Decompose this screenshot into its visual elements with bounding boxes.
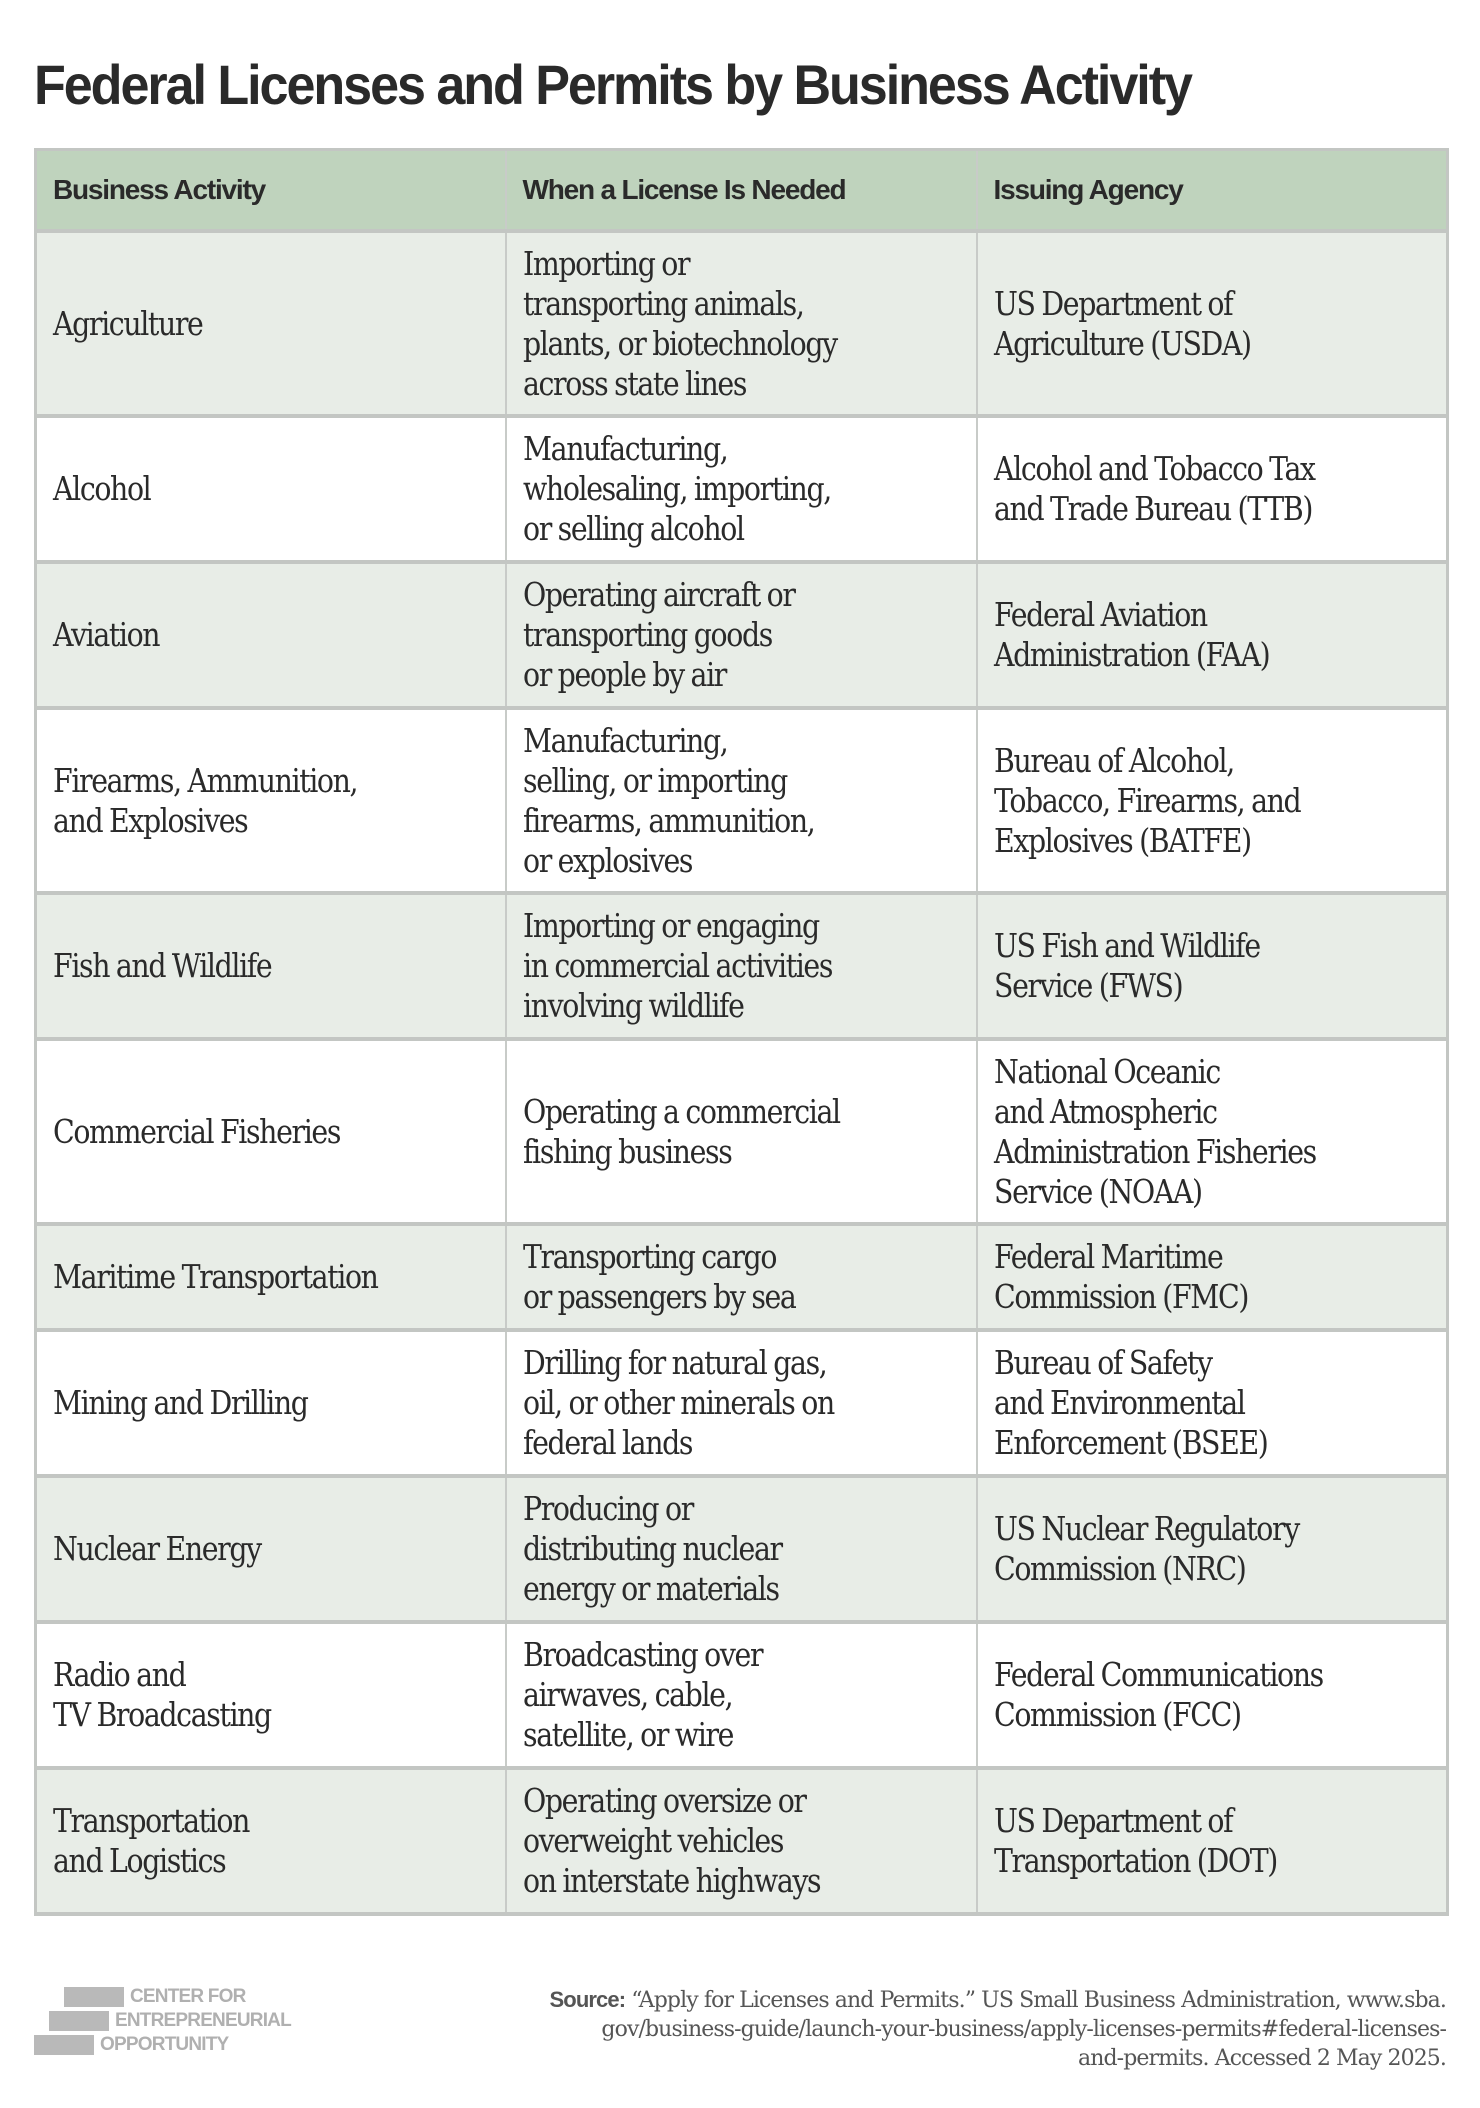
cell-when-needed (506, 1330, 977, 1476)
cell-issuing-agency (977, 1476, 1448, 1622)
cell-text-line: Federal Communications (993, 1655, 1323, 1694)
cell-text-line: Manufacturing, (522, 429, 727, 468)
cell-text-line: TV Broadcasting (53, 1695, 271, 1734)
cell-text-line: and Trade Bureau (TTB) (993, 489, 1312, 528)
header-business-activity: Business Activity (36, 150, 506, 232)
cell-text-line: Alcohol (53, 469, 151, 508)
table-body (36, 231, 1448, 1914)
cell-text-line: Commission (FMC) (993, 1277, 1248, 1316)
cell-text-line: or passengers by sea (522, 1277, 795, 1316)
cell-text-line: Transportation (DOT) (993, 1841, 1277, 1880)
cell-text-line: Bureau of Alcohol, (993, 740, 1234, 780)
cell-text-line: on interstate highways (522, 1861, 820, 1900)
cell-text-line: and Logistics (53, 1841, 226, 1880)
cell-text-line: Broadcasting over (522, 1635, 762, 1674)
cell-text-line: Operating aircraft or (522, 575, 795, 614)
cell-text-line: Maritime Transportation (53, 1257, 378, 1296)
cell-issuing-agency (977, 1768, 1448, 1914)
cell-text-line: distributing nuclear (522, 1529, 782, 1568)
cell-text-line: Federal Maritime (993, 1237, 1222, 1276)
cell-issuing-agency (977, 1622, 1448, 1768)
cell-text-line: transporting goods (522, 615, 772, 654)
cell-text-line: or people by air (522, 655, 726, 694)
cell-business-activity (36, 1768, 506, 1914)
cell-when-needed (506, 1039, 977, 1224)
cell-text-line: in commercial activities (522, 946, 832, 985)
table-row (36, 1039, 1448, 1224)
source-line-1: Source: “Apply for Licenses and Permits.” US Small Business Administration, www.sba. (549, 1987, 1446, 2013)
cell-text-line: oil, or other minerals on (522, 1383, 834, 1422)
cell-when-needed (506, 708, 977, 893)
cell-text-line: Service (FWS) (993, 966, 1182, 1005)
cell-business-activity (36, 1476, 506, 1622)
cell-text-line: and Explosives (53, 800, 248, 840)
cell-text-line: Transporting cargo (522, 1237, 776, 1276)
cell-text-line: US Fish and Wildlife (993, 926, 1260, 965)
cell-text-line: plants, or biotechnology (522, 323, 837, 363)
cell-text-line: or explosives (522, 840, 692, 880)
cell-business-activity (36, 708, 506, 893)
table-row (36, 1224, 1448, 1330)
cell-issuing-agency (977, 562, 1448, 708)
cell-text-line: Firearms, Ammunition, (53, 760, 358, 800)
cell-business-activity (36, 562, 506, 708)
cell-text-line: and Environmental (993, 1383, 1245, 1422)
table-row (36, 416, 1448, 562)
cell-text-line: and Atmospheric (993, 1091, 1217, 1131)
cell-business-activity (36, 893, 506, 1039)
cell-issuing-agency (977, 416, 1448, 562)
table-row (36, 708, 1448, 893)
cell-text-line: Importing or engaging (522, 906, 819, 945)
cell-text-line: Commercial Fisheries (53, 1111, 341, 1151)
cell-business-activity (36, 1622, 506, 1768)
licenses-table (34, 148, 1449, 1916)
cell-when-needed (506, 1768, 977, 1914)
source-label: Source: (549, 1987, 626, 2012)
cell-text-line: across state lines (522, 363, 746, 403)
cell-text-line: Tobacco, Firearms, and (993, 780, 1300, 820)
source-citation (396, 1985, 1446, 2073)
cell-issuing-agency (977, 1330, 1448, 1476)
cell-text-line: Alcohol and Tobacco Tax (993, 449, 1315, 488)
cell-text-line: Agriculture (53, 303, 203, 343)
table-row (36, 1476, 1448, 1622)
source-line-3: and-permits. Accessed 2 May 2025. (1078, 2046, 1446, 2071)
cell-text-line: Agriculture (USDA) (993, 323, 1251, 363)
logo-line-1: CENTER FOR (130, 1986, 246, 2007)
source-line-2: gov/business-guide/launch-your-business/apply-licenses-permits#federal-licenses- (601, 2017, 1446, 2042)
logo-line-3: OPPORTUNITY (100, 2034, 229, 2055)
cell-text-line: fishing business (522, 1131, 731, 1171)
cell-text-line: Transportation (53, 1801, 249, 1840)
cell-text-line: US Department of (993, 283, 1232, 323)
logo-block-top (64, 1987, 124, 2007)
cell-issuing-agency (977, 893, 1448, 1039)
cell-text-line: Aviation (53, 615, 160, 654)
cell-text-line: US Nuclear Regulatory (993, 1509, 1299, 1548)
cell-text-line: firearms, ammunition, (522, 800, 814, 840)
header-when-needed: When a License Is Needed (506, 150, 977, 232)
logo-block-bottom (34, 2035, 94, 2055)
center-for-entrepreneurial-opportunity-logo (34, 1987, 324, 2057)
cell-text-line: Operating oversize or (522, 1781, 806, 1820)
logo-line-2: ENTREPRENEURIAL (115, 2010, 291, 2031)
cell-text-line: Administration Fisheries (993, 1131, 1316, 1171)
cell-text-line: US Department of (993, 1801, 1232, 1840)
cell-text-line: National Oceanic (993, 1051, 1220, 1091)
table-row (36, 1330, 1448, 1476)
cell-text-line: or selling alcohol (522, 509, 744, 548)
cell-text-line: Nuclear Energy (53, 1529, 261, 1568)
cell-text-line: Operating a commercial (522, 1091, 840, 1131)
cell-text-line: Explosives (BATFE) (993, 820, 1251, 860)
cell-text-line: Importing or (522, 243, 689, 283)
table-row (36, 1768, 1448, 1914)
page-title: Federal Licenses and Permits by Business Activity (34, 53, 1191, 116)
cell-issuing-agency (977, 1039, 1448, 1224)
cell-when-needed (506, 1224, 977, 1330)
cell-text-line: Enforcement (BSEE) (993, 1423, 1268, 1462)
cell-text-line: federal lands (522, 1423, 692, 1462)
cell-business-activity (36, 231, 506, 416)
cell-issuing-agency (977, 231, 1448, 416)
cell-business-activity (36, 1330, 506, 1476)
cell-business-activity (36, 1224, 506, 1330)
cell-text-line: overweight vehicles (522, 1821, 783, 1860)
header-issuing-agency: Issuing Agency (977, 150, 1448, 232)
cell-when-needed (506, 1476, 977, 1622)
cell-text-line: Commission (FCC) (993, 1695, 1241, 1734)
cell-when-needed (506, 893, 977, 1039)
table-row (36, 231, 1448, 416)
cell-when-needed (506, 1622, 977, 1768)
cell-text-line: satellite, or wire (522, 1715, 733, 1754)
cell-when-needed (506, 231, 977, 416)
cell-text-line: energy or materials (522, 1569, 779, 1608)
cell-text-line: Bureau of Safety (993, 1343, 1212, 1382)
cell-text-line: transporting animals, (522, 283, 804, 323)
cell-business-activity (36, 416, 506, 562)
cell-when-needed (506, 562, 977, 708)
cell-text-line: Administration (FAA) (993, 635, 1269, 674)
cell-business-activity (36, 1039, 506, 1224)
cell-text-line: airwaves, cable, (522, 1675, 732, 1714)
cell-text-line: Commission (NRC) (993, 1549, 1245, 1588)
cell-text-line: selling, or importing (522, 760, 787, 800)
cell-text-line: Radio and (53, 1655, 186, 1694)
cell-text-line: Producing or (522, 1489, 693, 1528)
cell-text-line: Fish and Wildlife (53, 946, 272, 985)
cell-text-line: Mining and Drilling (53, 1383, 308, 1422)
cell-text-line: Federal Aviation (993, 595, 1207, 634)
table-header-row (36, 150, 1448, 232)
cell-text-line: Drilling for natural gas, (522, 1343, 826, 1382)
table-row (36, 893, 1448, 1039)
table-row (36, 562, 1448, 708)
cell-text-line: wholesaling, importing, (522, 469, 831, 508)
cell-text-line: Service (NOAA) (993, 1171, 1202, 1211)
cell-when-needed (506, 416, 977, 562)
cell-issuing-agency (977, 1224, 1448, 1330)
cell-text-line: involving wildlife (522, 986, 744, 1025)
cell-text-line: Manufacturing, (522, 720, 727, 760)
cell-issuing-agency (977, 708, 1448, 893)
table-row (36, 1622, 1448, 1768)
logo-block-middle (49, 2011, 109, 2031)
